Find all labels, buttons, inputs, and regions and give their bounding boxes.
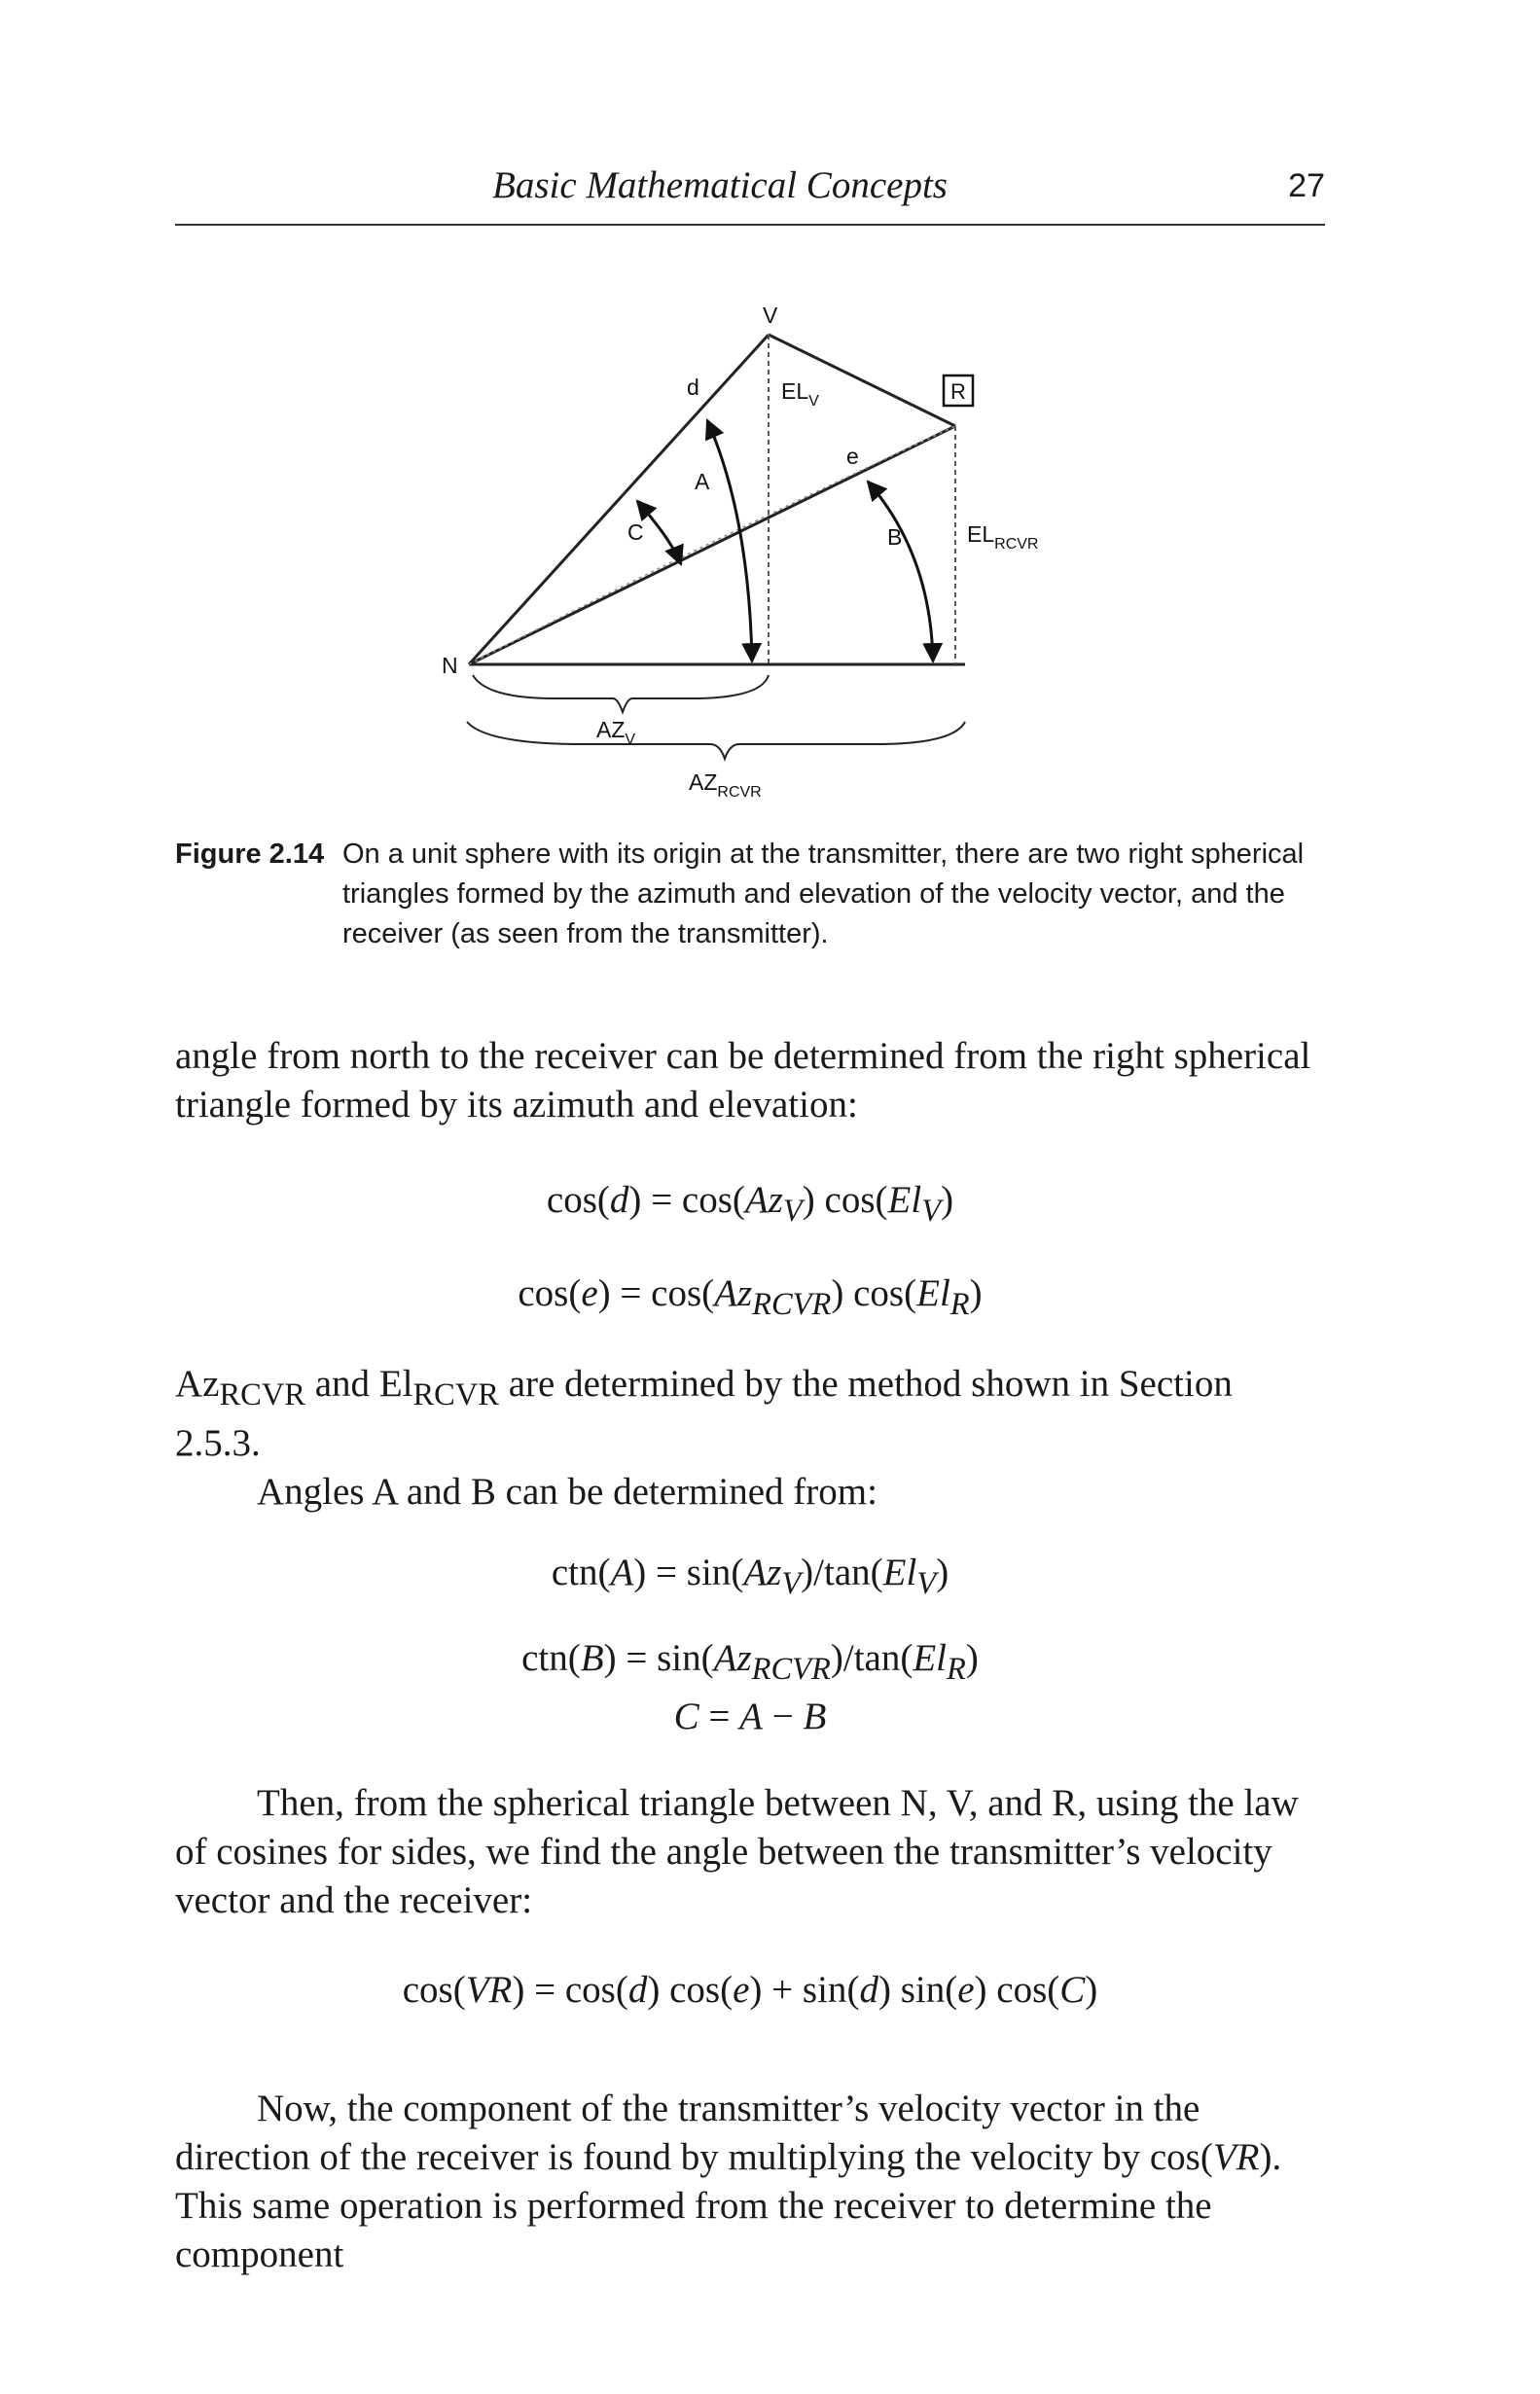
equation-3: $ctn(A) = \sin(Az_V)/\tan(El_V)$ (551, 1552, 949, 1601)
label-b: B (887, 524, 903, 550)
line-n-r (469, 426, 955, 664)
line-n-v (469, 335, 769, 664)
label-e: e (846, 444, 859, 469)
caption-text: On a unit sphere with its origin at the transmitter, there are two right spherical triangles formed by the azimuth and elevation of the velocity vector, and the receiver (as seen from the transmitter). (342, 839, 1305, 949)
header-rule (175, 224, 1325, 226)
paragraph-4: Now, the component of the transmitter’s velocity vector in the direction of the receiver is found by multiplying the velocity by cos(VR). This same operation is performed from the receiver to determine the component (175, 2088, 1282, 2275)
figure-2-14-diagram (175, 263, 1325, 807)
equation-4: $ctn(B) = \sin(Az_{RCVR})/\tan(El_R)$ (521, 1637, 979, 1687)
page-number: 27 (1288, 167, 1325, 204)
running-header-title: Basic Mathematical Concepts (492, 164, 948, 206)
paragraph-2: $Az_{RCVR}$ and $El_{RCVR}$ are determined by the method shown in Section 2.5.3. Angles A and B can be determined from: (175, 1363, 1233, 1513)
label-d: d (687, 375, 699, 400)
brace-az-v (473, 675, 769, 712)
label-az-rcvr: $AZ_{RCVR}$ (689, 769, 762, 801)
brace-az-rcvr (467, 722, 965, 759)
label-c: C (627, 519, 644, 545)
label-a: A (695, 469, 710, 494)
equation-5: C = A − B (673, 1696, 827, 1737)
label-el-v: $EL_V$ (781, 378, 819, 410)
caption-label: Figure 2.14 (175, 839, 325, 870)
equation-1: $\cos(d) = \cos(Az_V)$ $\cos(El_V)$ (546, 1179, 954, 1229)
label-r: R (950, 379, 966, 404)
paragraph-1: angle from north to the receiver can be determined from the right spherical triangle formed by its azimuth and elevation: (175, 1035, 1311, 1126)
equation-6: cos(VR) = cos(d) cos(e) + sin(d) sin(e) cos(C) (402, 1969, 1098, 2011)
arrow-b (868, 482, 933, 661)
arrow-c (637, 501, 681, 564)
label-el-rcvr: $EL_{RCVR}$ (967, 521, 1039, 553)
equation-2: $\cos(e) = \cos(Az_{RCVR})$ $\cos(El_R)$ (518, 1272, 983, 1322)
label-v: V (763, 303, 778, 328)
paragraph-3: Then, from the spherical triangle between N, V, and R, using the law of cosines for sides, we find the angle between the transmitter’s velocity vector and the receiver: (175, 1782, 1299, 1921)
label-az-v: $AZ_V$ (596, 717, 636, 748)
label-n: N (442, 653, 458, 678)
